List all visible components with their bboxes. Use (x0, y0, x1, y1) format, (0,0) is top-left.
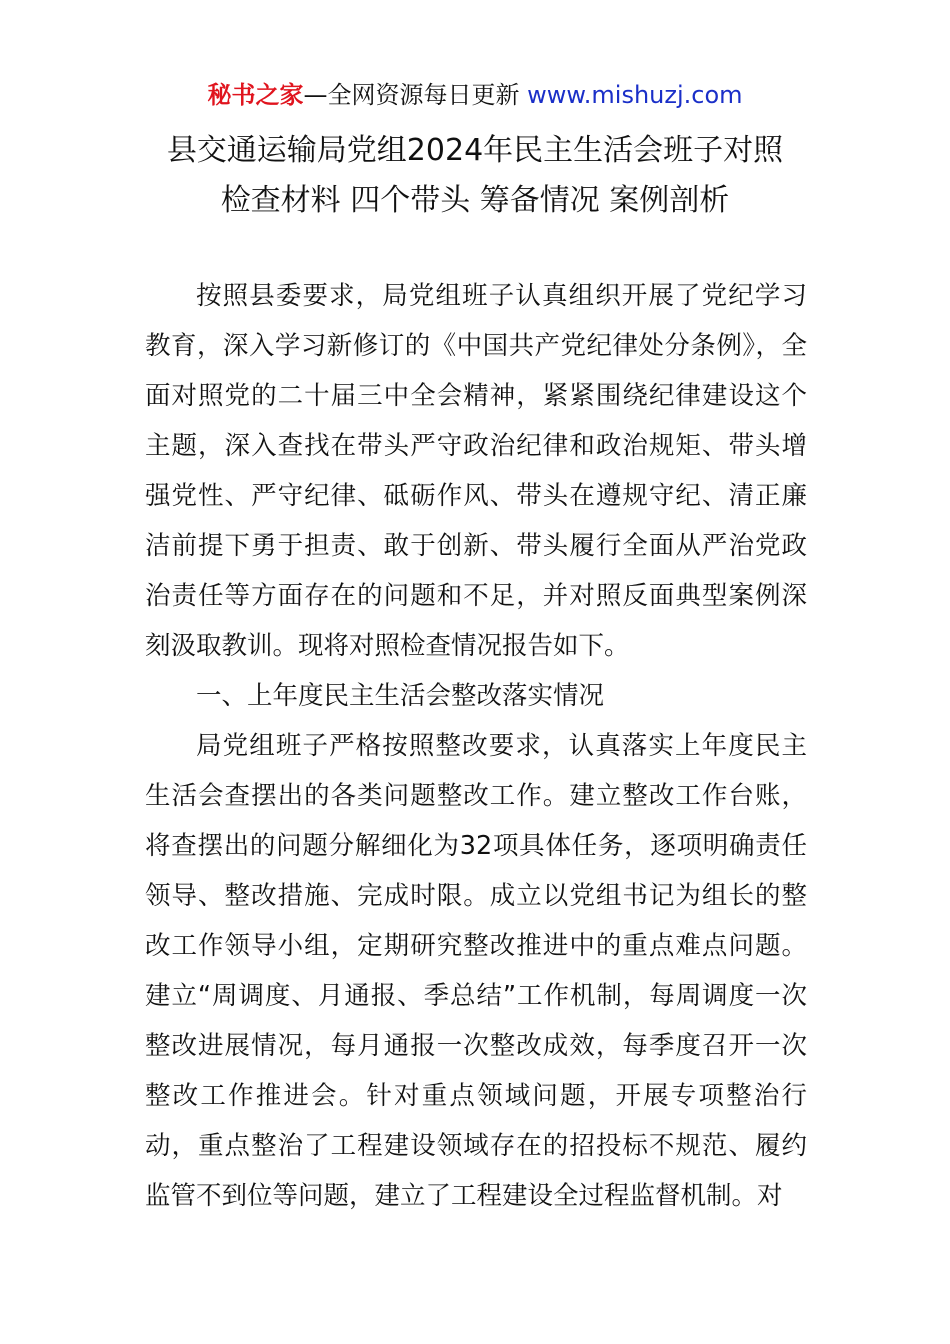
document-title (0, 126, 950, 226)
document-body (145, 271, 807, 1221)
site-brand: 秘书之家 (207, 81, 304, 109)
site-url-link[interactable]: www.mishuzj.com (527, 81, 743, 109)
section-1-paragraph: 局党组班子严格按照整改要求，认真落实上年度民主生活会查摆出的各类问题整改工作。建立整改工作台账，将查摆出的问题分解细化为32项具体任务，逐项明确责任领导、整改措施、完成时限。成立以党组书记为组长的整改工作领导小组，定期研究整改推进中的重点难点问题。建立“周调度、月通报、季总结”工作机制，每周调度一次整改进展情况，每月通报一次整改成效，每季度召开一次整改工作推进会。针对重点领域问题，开展专项整治行动，重点整治了工程建设领域存在的招投标不规范、履约监管不到位等问题，建立了工程建设全过程监督机制。对 (145, 731, 807, 1211)
section-1-heading: 一、上年度民主生活会整改落实情况 (196, 681, 605, 711)
document-title-line-2: 检查材料 四个带头 筹备情况 案例剖析 (220, 183, 730, 218)
site-tagline: —全网资源每日更新 (303, 81, 528, 109)
site-header (0, 78, 950, 112)
document-title-line-1: 县交通运输局党组2024年民主生活会班子对照 (166, 133, 784, 168)
intro-paragraph: 按照县委要求，局党组班子认真组织开展了党纪学习教育，深入学习新修订的《中国共产党纪律处分条例》，全面对照党的二十届三中全会精神，紧紧围绕纪律建设这个主题，深入查找在带头严守政治纪律和政治规矩、带头增强党性、严守纪律、砥砺作风、带头在遵规守纪、清正廉洁前提下勇于担责、敢于创新、带头履行全面从严治党政治责任等方面存在的问题和不足，并对照反面典型案例深刻汲取教训。现将对照检查情况报告如下。 (145, 281, 807, 661)
